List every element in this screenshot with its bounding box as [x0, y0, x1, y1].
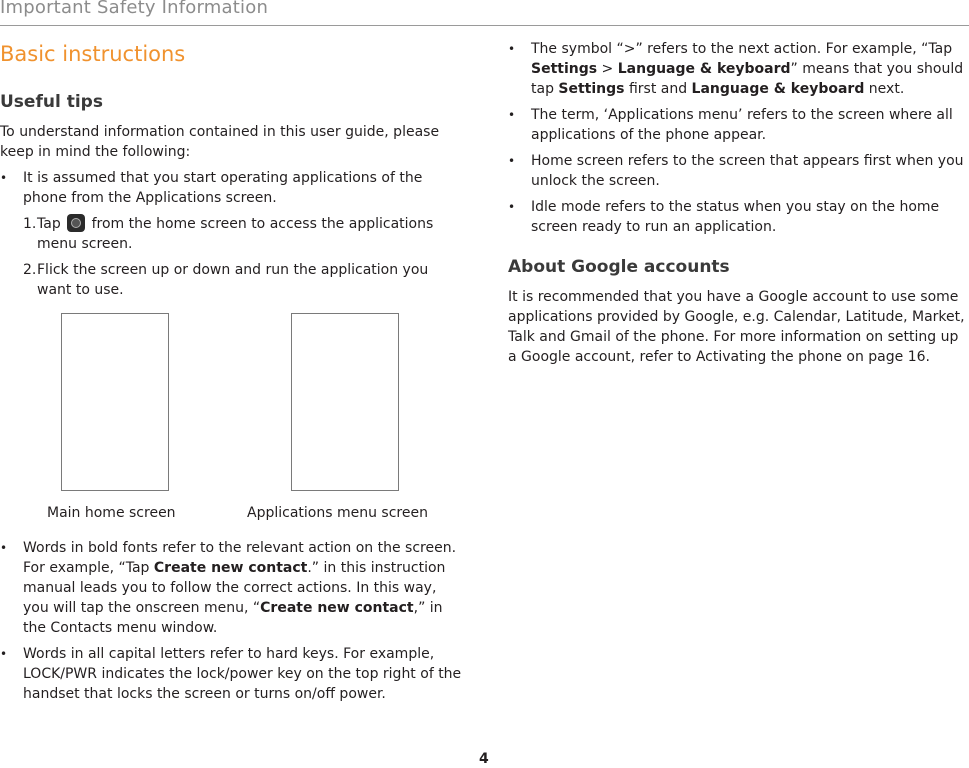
useful-tips-heading: Useful tips: [0, 92, 103, 112]
list-item: • Idle mode refers to the status when you stay on the home screen ready to run an application.: [508, 197, 969, 237]
step-number: 2.: [23, 262, 37, 278]
list-item: • Words in all capital letters refer to hard keys. For example, LOCK/PWR indicates the lock/power key on the top right of the handset that locks the screen or turns on/off power.: [0, 644, 462, 704]
list-item: • Home screen refers to the screen that appears first when you unlock the screen.: [508, 151, 969, 191]
list-item: • The term, ‘Applications menu’ refers to the screen where all applications of the phone appear.: [508, 105, 969, 145]
bold-action-text: Language & keyboard: [691, 81, 865, 97]
step-text: Flick the screen up or down and run the application you want to use.: [37, 262, 429, 298]
running-header: Important Safety Information: [0, 0, 269, 18]
step-text-pre: Tap: [37, 216, 61, 232]
bullet-text: .” in this instruction manual leads you to follow the correct actions. In this way, you will tap the onscreen menu, “: [23, 560, 446, 616]
header-divider: [0, 25, 969, 26]
bullet-text: next.: [864, 81, 905, 97]
list-item: [508, 39, 969, 99]
main-home-screen-image: [61, 313, 169, 491]
bullet-text: The symbol “>” refers to the next action. For example, “Tap: [531, 41, 953, 57]
bold-action-text: Settings: [558, 81, 625, 97]
bullet-text: >: [597, 61, 618, 77]
list-item: • It is assumed that you start operating applications of the phone from the Applications screen.: [0, 168, 462, 208]
step-2: [0, 260, 462, 300]
step-number: 1.: [23, 216, 37, 232]
google-accounts-heading: About Google accounts: [508, 257, 730, 277]
bullet-text: first and: [624, 81, 692, 97]
google-accounts-paragraph: It is recommended that you have a Google account to use some applications provided by Google, e.g. Calendar, Latitude, Market, Talk and Gmail of the phone. For more information on setting up a Google account, refer to Activating the phone on page 16.: [508, 289, 965, 365]
bold-action-text: Settings: [531, 61, 598, 77]
bullet-text: ,” in the Contacts menu window.: [23, 600, 443, 636]
main-home-screen-caption: Main home screen: [47, 505, 176, 521]
applications-menu-screen-image: [291, 313, 399, 491]
right-column: [508, 36, 969, 367]
bullet-text: Words in bold fonts refer to the relevant action on the screen. For example, “Tap: [23, 540, 457, 576]
section-title: Basic instructions: [0, 42, 186, 66]
applications-icon: [67, 214, 85, 232]
bullet-text: ” means that you should tap: [531, 61, 964, 97]
intro-paragraph: To understand information contained in this user guide, please keep in mind the following:: [0, 124, 440, 160]
step-1: [0, 214, 462, 254]
bold-action-text: Create new contact: [153, 560, 308, 576]
bold-action-text: Create new contact: [260, 600, 414, 616]
applications-menu-screen-caption: Applications menu screen: [247, 505, 428, 521]
left-column: [0, 36, 462, 704]
page-number: 4: [479, 751, 489, 767]
list-item: [0, 538, 462, 638]
step-text-post: from the home screen to access the applications menu screen.: [37, 216, 434, 252]
bold-action-text: Language & keyboard: [617, 61, 791, 77]
